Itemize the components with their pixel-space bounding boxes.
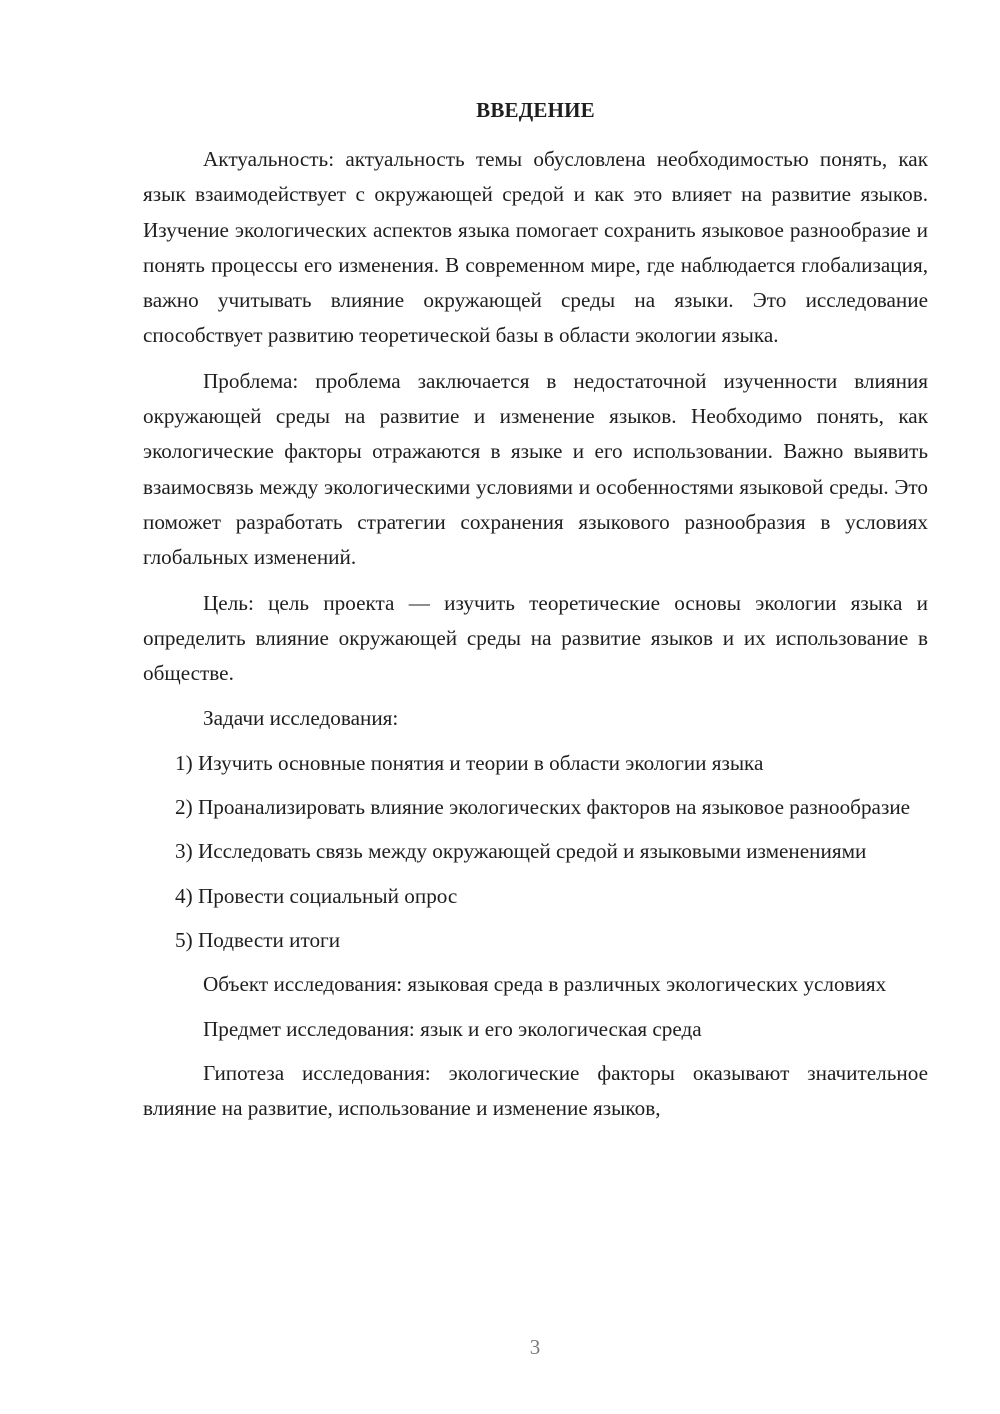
subject-paragraph: Предмет исследования: язык и его экологическая среда xyxy=(203,1016,702,1041)
document-body xyxy=(143,142,928,1126)
page-number: 3 xyxy=(529,1335,541,1359)
hypothesis-paragraph: Гипотеза исследования: экологические факторы оказывают значительное влияние на развитие, использование и изменение языков, xyxy=(143,1060,928,1121)
relevance-paragraph: Актуальность: актуальность темы обусловлена необходимостью понять, как язык взаимодействует с окружающей средой и как это влияет на развитие языков. Изучение экологических аспектов языка помогает сохранить языковое разнообразие и понять процессы его изменения. В современном мире, где наблюдается глобализация, важно учитывать влияние окружающей среды на языки. Это исследование способствует развитию теоретической базы в области экологии языка. xyxy=(143,147,928,348)
task-item-1: 1) Изучить основные понятия и теории в области экологии языка xyxy=(175,750,764,775)
task-item-2: 2) Проанализировать влияние экологических факторов на языковое разнообразие xyxy=(175,795,911,820)
problem-paragraph: Проблема: проблема заключается в недостаточной изученности влияния окружающей среды на развитие и изменение языков. Необходимо понять, как экологические факторы отражаются в языке и его использовании. Важно выявить взаимосвязь между экологическими условиями и особенностями языковой среды. Это поможет разработать стратегии сохранения языкового разнообразия в условиях глобальных изменений. xyxy=(143,368,928,570)
section-heading: ВВЕДЕНИЕ xyxy=(476,98,595,122)
object-paragraph: Объект исследования: языковая среда в различных экологических условиях xyxy=(203,972,887,997)
task-item-4: 4) Провести социальный опрос xyxy=(175,883,458,908)
task-item-3: 3) Исследовать связь между окружающей средой и языковыми изменениями xyxy=(175,839,867,864)
task-item-5: 5) Подвести итоги xyxy=(175,927,341,952)
goal-paragraph: Цель: цель проекта — изучить теоретические основы экологии языка и определить влияние окружающей среды на развитие языков и их использование в обществе. xyxy=(143,590,928,686)
tasks-heading: Задачи исследования: xyxy=(203,706,399,731)
